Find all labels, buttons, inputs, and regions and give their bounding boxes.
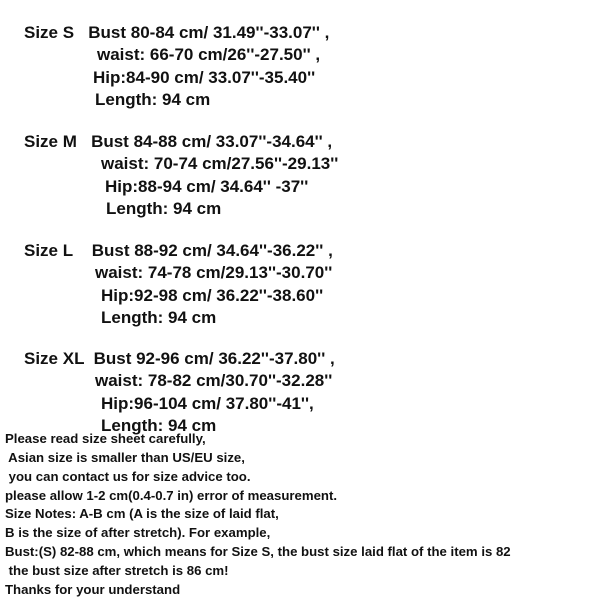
note-line: Size Notes: A-B cm (A is the size of laid flat, (5, 506, 279, 521)
size-m-waist: waist: 70-74 cm/27.56''-29.13'' (101, 154, 339, 173)
size-l-waist: waist: 74-78 cm/29.13''-30.70'' (95, 263, 333, 282)
size-l-hip: Hip:92-98 cm/ 36.22''-38.60'' (101, 286, 324, 305)
size-m-bust: Size M Bust 84-88 cm/ 33.07''-34.64'' , (24, 132, 333, 151)
note-line: you can contact us for size advice too. (5, 469, 251, 484)
size-s-length: Length: 94 cm (95, 90, 211, 109)
size-xl-hip: Hip:96-104 cm/ 37.80''-41'', (101, 394, 314, 413)
note-line: Bust:(S) 82-88 cm, which means for Size S, the bust size laid flat of the item is 82 (5, 544, 511, 559)
size-m-length: Length: 94 cm (106, 199, 222, 218)
size-m-hip: Hip:88-94 cm/ 34.64'' -37'' (105, 177, 309, 196)
note-line: B is the size of after stretch). For example, (5, 525, 271, 540)
size-s-hip: Hip:84-90 cm/ 33.07''-35.40'' (93, 68, 316, 87)
size-xl-bust: Size XL Bust 92-96 cm/ 36.22''-37.80'' , (24, 349, 335, 368)
size-xl-length: Length: 94 cm (101, 416, 217, 435)
size-l-length: Length: 94 cm (101, 308, 217, 327)
note-line: the bust size after stretch is 86 cm! (5, 563, 229, 578)
note-line: Thanks for your understand (5, 582, 181, 597)
size-s-waist: waist: 66-70 cm/26''-27.50'' , (97, 45, 321, 64)
note-line: Asian size is smaller than US/EU size, (5, 450, 245, 465)
note-line: please allow 1-2 cm(0.4-0.7 in) error of measurement. (5, 488, 338, 503)
size-xl-waist: waist: 78-82 cm/30.70''-32.28'' (95, 371, 333, 390)
size-s-bust: Size S Bust 80-84 cm/ 31.49''-33.07'' , (24, 23, 330, 42)
note-line: Please read size sheet carefully, (5, 431, 206, 446)
size-l-bust: Size L Bust 88-92 cm/ 34.64''-36.22'' , (24, 241, 333, 260)
